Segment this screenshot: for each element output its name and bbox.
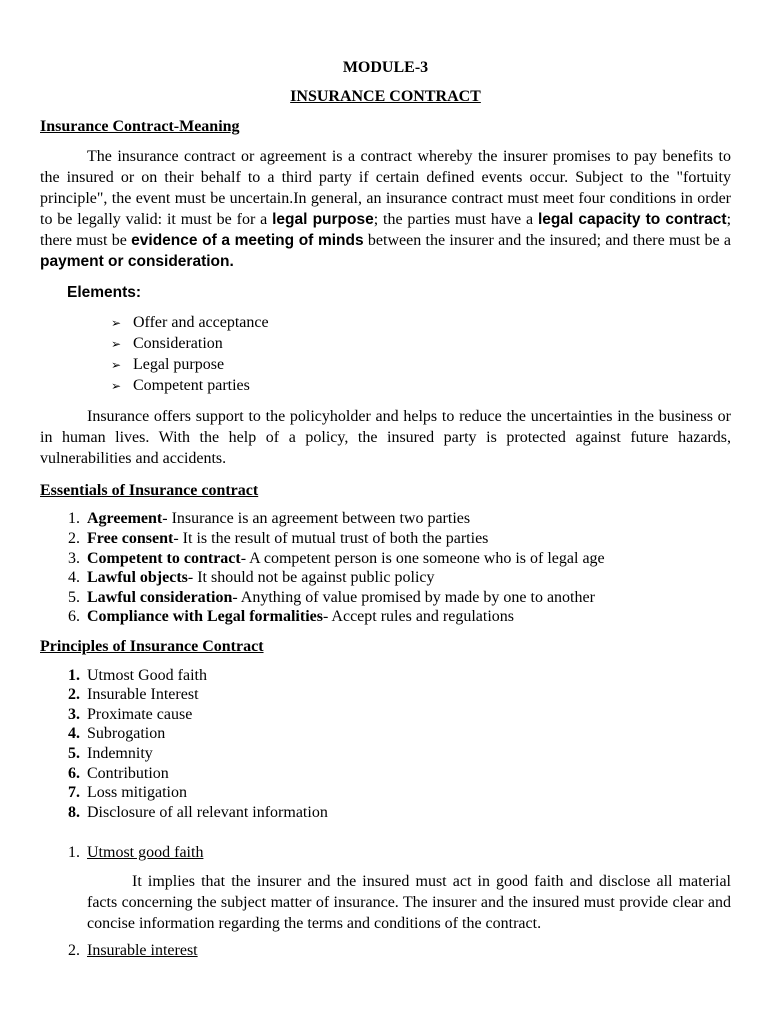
list-number: 5. — [68, 589, 80, 606]
list-number: 1. — [68, 510, 80, 527]
list-number: 8. — [68, 804, 80, 821]
bullet-arrow-icon: ➢ — [111, 316, 122, 330]
list-item: Competent to contract- A competent person is one someone who is of legal age — [87, 550, 605, 567]
list-item: Contribution — [87, 765, 169, 782]
list-item: Offer and acceptance — [133, 314, 269, 331]
list-number: 7. — [68, 784, 80, 801]
list-item: Indemnity — [87, 745, 153, 762]
utmost-good-faith-paragraph: It implies that the insurer and the insured must act in good faith and disclose all material facts concerning the subject matter of insurance. The insurer and the insured must provide clear and concise information regarding the terms and conditions of the contract. — [87, 873, 731, 932]
support-paragraph: Insurance offers support to the policyholder and helps to reduce the uncertainties in the business or in human lives. With the help of a policy, the insured party is protected against future hazards, vulnerabilities and accidents. — [40, 408, 731, 467]
list-number: 3. — [68, 706, 80, 723]
list-number: 2. — [68, 530, 80, 547]
list-number: 6. — [68, 765, 80, 782]
list-item: Insurable Interest — [87, 686, 199, 703]
list-number: 6. — [68, 608, 80, 625]
page-title: INSURANCE CONTRACT — [290, 88, 481, 105]
section-heading-utmost-good-faith: Utmost good faith — [87, 844, 204, 861]
list-item: Compliance with Legal formalities- Accept rules and regulations — [87, 608, 515, 625]
list-number: 2. — [68, 686, 80, 703]
list-item: Subrogation — [87, 725, 166, 742]
section-number: 1. — [68, 844, 80, 861]
list-number: 1. — [68, 667, 80, 684]
list-item: Consideration — [133, 335, 223, 352]
list-item: Lawful consideration- Anything of value promised by made by one to another — [87, 589, 595, 606]
section-number: 2. — [68, 942, 80, 959]
list-item: Proximate cause — [87, 706, 193, 723]
list-item: Lawful objects- It should not be against public policy — [87, 569, 435, 586]
principles-heading: Principles of Insurance Contract — [40, 638, 264, 655]
list-item: Disclosure of all relevant information — [87, 804, 328, 821]
list-number: 5. — [68, 745, 80, 762]
module-title: MODULE-3 — [342, 59, 429, 76]
meaning-paragraph: The insurance contract or agreement is a contract whereby the insurer promises to pay benefits to the insured or on their behalf to a third party if certain defined events occur. Subject to the "fortuity principle", the event must be uncertain.In general, an insurance contract must meet four conditions in order to be legally valid: it must be for a legal purpose; the parties must have a legal capacity to contract; there must be evidence of a meeting of minds between the insurer and the insured; and there must be a payment or consideration. — [40, 148, 732, 270]
elements-heading: Elements: — [67, 284, 142, 301]
essentials-heading: Essentials of Insurance contract — [40, 482, 259, 499]
list-item: Utmost Good faith — [87, 667, 207, 684]
bullet-arrow-icon: ➢ — [111, 337, 122, 351]
list-item: Free consent- It is the result of mutual trust of both the parties — [87, 530, 489, 547]
list-item: Agreement- Insurance is an agreement between two parties — [87, 510, 471, 527]
list-item: Legal purpose — [133, 356, 225, 373]
list-item: Competent parties — [133, 377, 250, 394]
list-number: 3. — [68, 550, 80, 567]
meaning-heading: Insurance Contract-Meaning — [40, 118, 240, 135]
bullet-arrow-icon: ➢ — [111, 358, 122, 372]
bullet-arrow-icon: ➢ — [111, 379, 122, 393]
section-heading-insurable-interest: Insurable interest — [87, 942, 198, 959]
list-number: 4. — [68, 569, 80, 586]
list-item: Loss mitigation — [87, 784, 187, 801]
list-number: 4. — [68, 725, 80, 742]
